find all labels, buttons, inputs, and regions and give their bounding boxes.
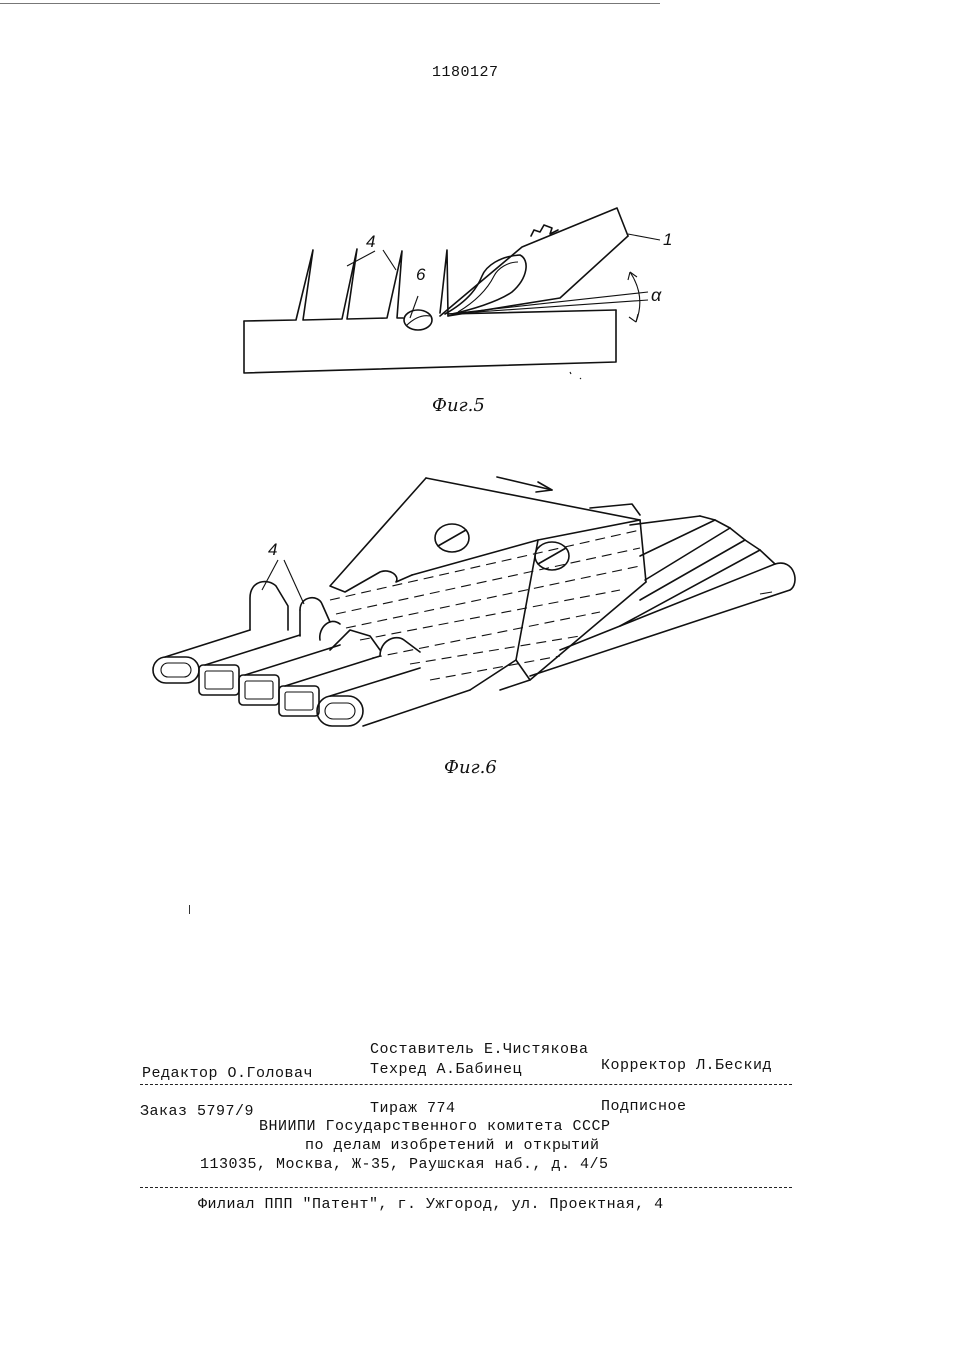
- branch-line: Филиал ППП "Патент", г. Ужгород, ул. Проектная, 4: [198, 1196, 664, 1213]
- corrector-line: Корректор Л.Бескид: [601, 1057, 773, 1074]
- circulation-line: Тираж 774: [370, 1100, 456, 1117]
- scan-mark: [189, 905, 190, 914]
- fig5-caption: Фиг.5: [432, 395, 485, 416]
- separator-1: [140, 1084, 792, 1085]
- fig5-label-alpha: α: [651, 285, 662, 305]
- editor-line: Редактор О.Головач: [142, 1065, 314, 1082]
- fig5-label-4: 4: [366, 232, 376, 251]
- fig6-label-4: 4: [268, 540, 278, 559]
- affairs-line: по делам изобретений и открытий: [305, 1137, 600, 1154]
- fig6-caption: Фиг.6: [444, 757, 497, 778]
- separator-2: [140, 1187, 792, 1188]
- tech-editor-line: Техред А.Бабинец: [370, 1061, 523, 1078]
- subscription-line: Подписное: [601, 1098, 687, 1115]
- address-line: 113035, Москва, Ж-35, Раушская наб., д. 4/5: [200, 1156, 609, 1173]
- compiler-line: Составитель Е.Чистякова: [370, 1041, 589, 1058]
- institute-line: ВНИИПИ Государственного комитета СССР: [259, 1118, 611, 1135]
- patent-number: 1180127: [432, 64, 499, 81]
- fig5-label-6: 6: [416, 265, 426, 284]
- order-line: Заказ 5797/9: [140, 1103, 255, 1120]
- fig5-label-1: 1: [663, 230, 673, 249]
